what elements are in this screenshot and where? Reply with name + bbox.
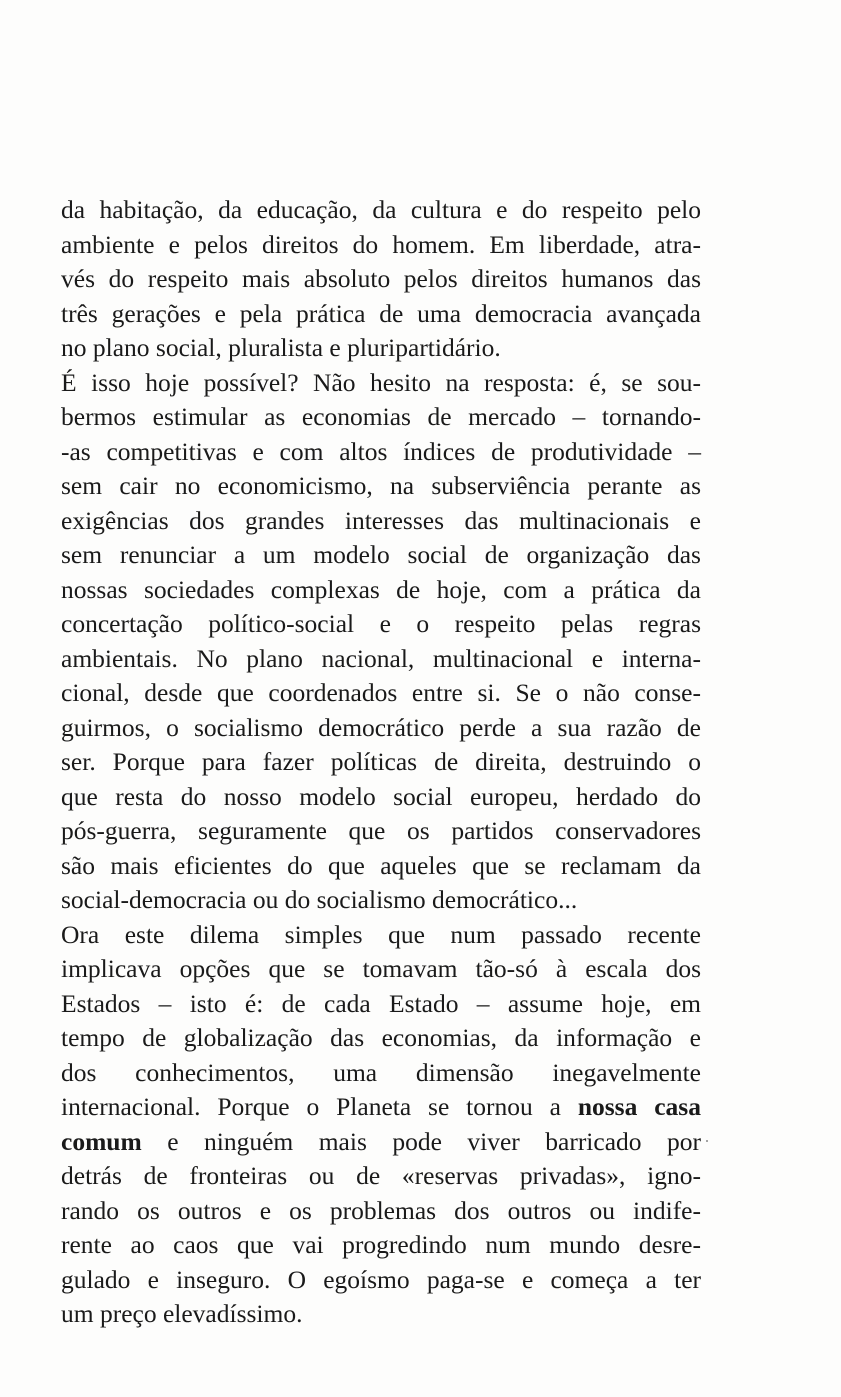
text-line: -as competitivas e com altos índices de produtividade – (61, 436, 701, 466)
text-line: implicava opções que se tomavam tão-só à escala dos (61, 954, 701, 983)
text-line: ser. Porque para fazer políticas de direita, destruindo o (61, 747, 701, 776)
text-line: nossas sociedades complexas de hoje, com a prática da (61, 574, 701, 604)
text-line: no plano social, pluralista e pluripartidário. (61, 333, 501, 362)
text-line: vés do respeito mais absoluto pelos direitos humanos das (61, 264, 701, 293)
text-line: ambiente e pelos direitos do homem. Em liberdade, atra- (61, 229, 701, 259)
text-line: sem renunciar a um modelo social de organização das (61, 540, 701, 569)
text-line: são mais eficientes do que aqueles que se reclamam da (61, 850, 701, 880)
text-line: tempo de globalização das economias, da informação e (61, 1023, 701, 1052)
text-line: bermos estimular as economias de mercado – tornando- (61, 402, 701, 431)
text-line: guirmos, o socialismo democrático perde a sua razão de (61, 712, 701, 742)
text-line: ambientais. No plano nacional, multinacional e interna- (61, 643, 701, 673)
body-text (61, 193, 701, 1332)
emphasis-text: comum (61, 1126, 142, 1156)
text-line: Ora este dilema simples que num passado recente (61, 919, 701, 949)
text-line: detrás de fronteiras ou de «reservas privadas», igno- (61, 1161, 701, 1190)
text-line: pós-guerra, seguramente que os partidos conservadores (61, 816, 701, 845)
emphasis-text: nossa casa (577, 1092, 701, 1121)
text-line: sem cair no economicismo, na subserviência perante as (61, 471, 701, 500)
text-line: social-democracia ou do socialismo democrático... (61, 885, 578, 914)
text-line: internacional. Porque o Planeta se tornou a nossa casa (61, 1092, 701, 1121)
text-line: concertação político-social e o respeito pelas regras (61, 609, 701, 638)
text-line: Estados – isto é: de cada Estado – assume hoje, em (61, 988, 701, 1018)
text-line: dos conhecimentos, uma dimensão inegavelmente (61, 1057, 701, 1087)
text-line: rente ao caos que vai progredindo num mundo desre- (61, 1230, 701, 1259)
paper-speck (706, 1140, 708, 1142)
text-line: rando os outros e os problemas dos outros ou indife- (61, 1195, 701, 1225)
text-line: um preço elevadíssimo. (61, 1299, 303, 1328)
text-line: É isso hoje possível? Não hesito na resposta: é, se sou- (61, 367, 701, 397)
text-line: cional, desde que coordenados entre si. Se o não conse- (61, 678, 701, 707)
text-line: que resta do nosso modelo social europeu, herdado do (61, 781, 701, 811)
text-line: comum e ninguém mais pode viver barricado por (61, 1126, 701, 1156)
text-line: três gerações e pela prática de uma democracia avançada (61, 298, 701, 328)
text-line: exigências dos grandes interesses das multinacionais e (61, 505, 701, 535)
text-line: gulado e inseguro. O egoísmo paga-se e começa a ter (61, 1264, 701, 1294)
text-line: da habitação, da educação, da cultura e do respeito pelo (61, 195, 701, 224)
